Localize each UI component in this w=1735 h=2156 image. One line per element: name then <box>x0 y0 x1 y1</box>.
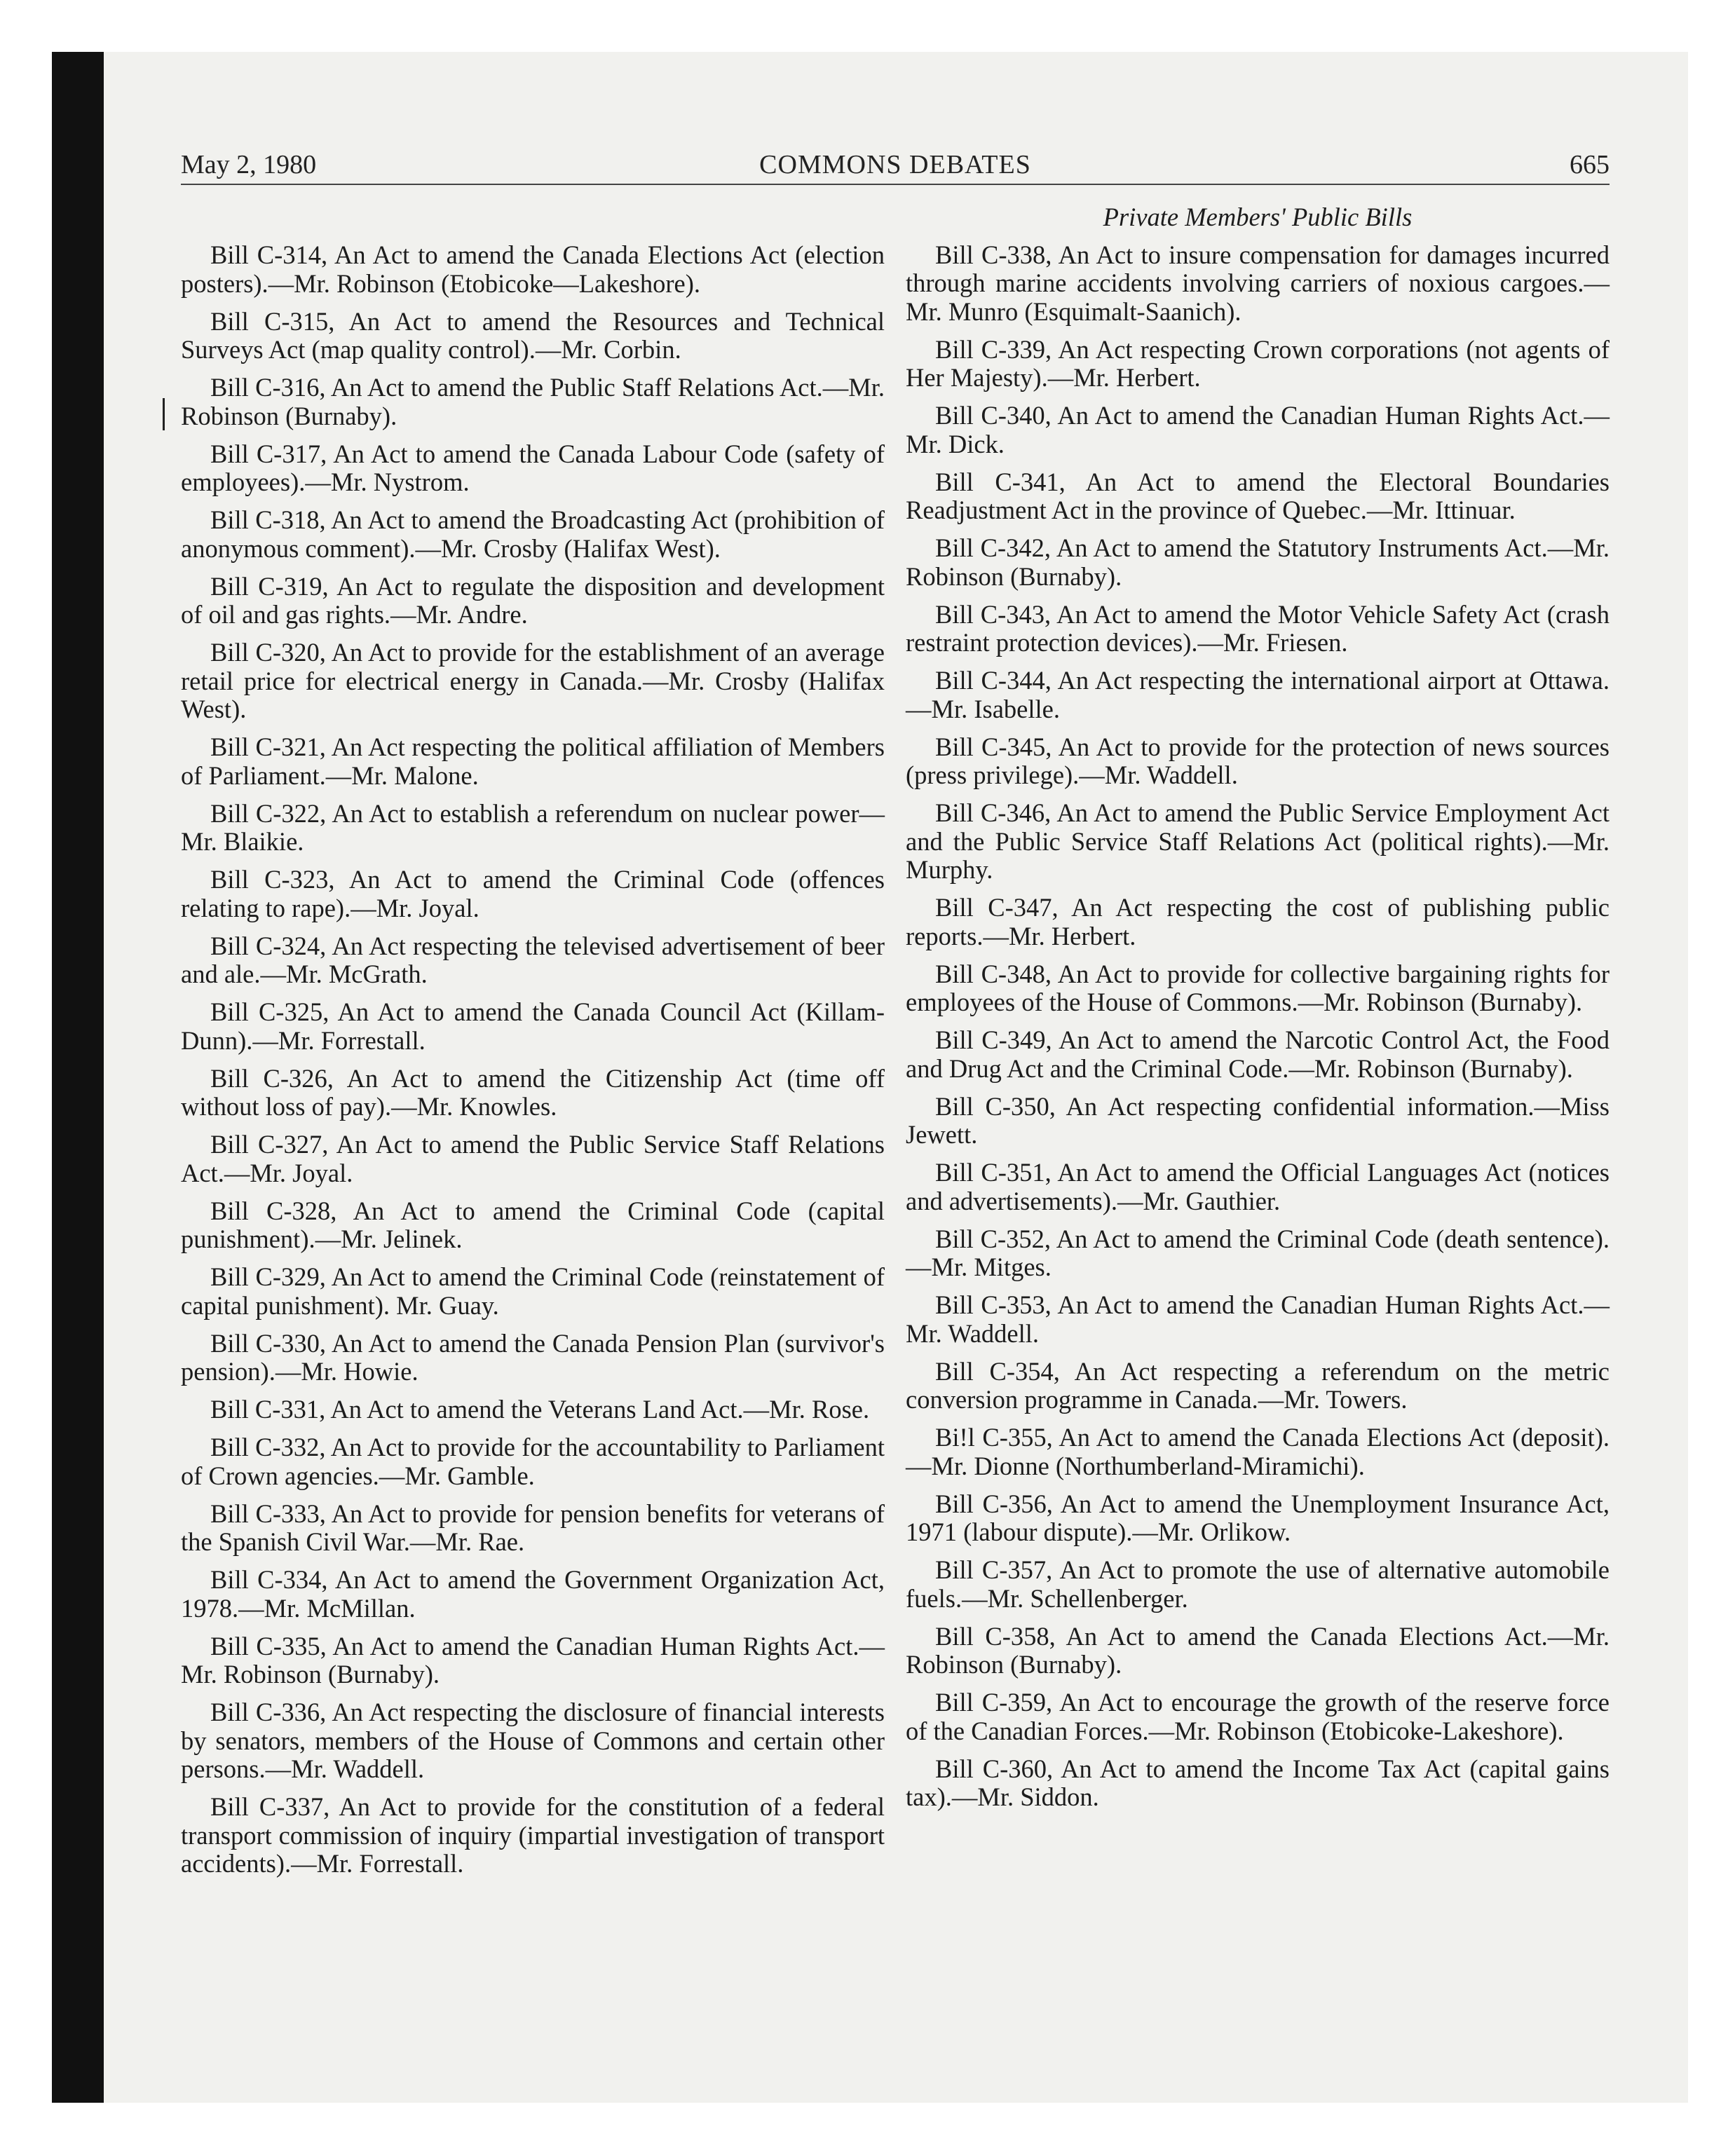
bill-entry: Bill C-334, An Act to amend the Government Organization Act, 1978.—Mr. McMillan. <box>181 1565 885 1623</box>
scan-border <box>52 52 104 2103</box>
bill-entry: Bill C-338, An Act to insure compensation for damages incurred through marine accidents involving carriers of noxious cargoes.—Mr. Munro (Esquimalt-Saanich). <box>906 240 1610 326</box>
bill-entry: Bill C-350, An Act respecting confidential information.—Miss Jewett. <box>906 1091 1610 1149</box>
bill-entry: Bill C-346, An Act to amend the Public Service Employment Act and the Public Service Staff Relations Act (political rights).—Mr. Murphy. <box>906 798 1610 884</box>
header-date: May 2, 1980 <box>181 150 317 179</box>
bill-entry: Bill C-321, An Act respecting the political affiliation of Members of Parliament.—Mr. Malone. <box>181 732 885 790</box>
bill-entry: Bill C-316, An Act to amend the Public Staff Relations Act.—Mr. Robinson (Burnaby). <box>181 373 885 430</box>
bill-entry: Bill C-319, An Act to regulate the disposition and development of oil and gas rights.—Mr. Andre. <box>181 571 885 629</box>
bill-entry: Bill C-330, An Act to amend the Canada Pension Plan (survivor's pension).—Mr. Howie. <box>181 1328 885 1386</box>
bill-entry: Bill C-323, An Act to amend the Criminal Code (offences relating to rape).—Mr. Joyal. <box>181 865 885 922</box>
bill-entry: Bill C-358, An Act to amend the Canada Elections Act.—Mr. Robinson (Burnaby). <box>906 1621 1610 1679</box>
bill-entry: Bill C-329, An Act to amend the Criminal Code (reinstatement of capital punishment). Mr. Guay. <box>181 1262 885 1320</box>
bill-entry: Bill C-324, An Act respecting the televised advertisement of beer and ale.—Mr. McGrath. <box>181 931 885 988</box>
bill-entry: Bill C-317, An Act to amend the Canada Labour Code (safety of employees).—Mr. Nystrom. <box>181 439 885 496</box>
margin-change-bar <box>163 398 165 430</box>
bill-entry: Bill C-356, An Act to amend the Unemployment Insurance Act, 1971 (labour dispute).—Mr. Orlikow. <box>906 1489 1610 1546</box>
bill-entry: Bill C-344, An Act respecting the international airport at Ottawa.—Mr. Isabelle. <box>906 666 1610 723</box>
page-header <box>181 146 1610 184</box>
bill-entry: Bill C-341, An Act to amend the Electoral Boundaries Readjustment Act in the province of Quebec.—Mr. Ittinuar. <box>906 467 1610 524</box>
bill-entry: Bill C-340, An Act to amend the Canadian Human Rights Act.—Mr. Dick. <box>906 401 1610 458</box>
bill-entry: Bill C-345, An Act to provide for the protection of news sources (press privilege).—Mr. Waddell. <box>906 732 1610 789</box>
bill-entry: Bill C-322, An Act to establish a referendum on nuclear power—Mr. Blaikie. <box>181 798 885 856</box>
bill-entry: Bill C-325, An Act to amend the Canada Council Act (Killam-Dunn).—Mr. Forrestall. <box>181 997 885 1055</box>
bill-entry: Bill C-337, An Act to provide for the constitution of a federal transport commission of inquiry (impartial investigation of transport accidents).—Mr. Forrestall. <box>181 1792 885 1878</box>
header-rule <box>181 184 1610 185</box>
page-number: 665 <box>1570 150 1610 179</box>
bill-entry: Bill C-333, An Act to provide for pension benefits for veterans of the Spanish Civil War.—Mr. Rae. <box>181 1499 885 1556</box>
bill-entry: Bi!l C-355, An Act to amend the Canada Elections Act (deposit).—Mr. Dionne (Northumberland-Miramichi). <box>906 1423 1610 1480</box>
bill-entry: Bill C-349, An Act to amend the Narcotic Control Act, the Food and Drug Act and the Criminal Code.—Mr. Robinson (Burnaby). <box>906 1025 1610 1083</box>
bill-entry: Bill C-357, An Act to promote the use of alternative automobile fuels.—Mr. Schellenberger. <box>906 1555 1610 1613</box>
bill-entry: Bill C-359, An Act to encourage the growth of the reserve force of the Canadian Forces.—Mr. Robinson (Etobicoke-Lakeshore). <box>906 1688 1610 1745</box>
header-title: COMMONS DEBATES <box>759 150 1031 179</box>
bill-entry: Bill C-339, An Act respecting Crown corporations (not agents of Her Majesty).—Mr. Herbert. <box>906 334 1610 392</box>
right-column <box>906 203 1610 1821</box>
bill-entry: Bill C-332, An Act to provide for the accountability to Parliament of Crown agencies.—Mr. Gamble. <box>181 1433 885 1490</box>
bill-entry: Bill C-352, An Act to amend the Criminal Code (death sentence).—Mr. Mitges. <box>906 1224 1610 1281</box>
bill-entry: Bill C-331, An Act to amend the Veterans Land Act.—Mr. Rose. <box>210 1395 870 1424</box>
section-heading: Private Members' Public Bills <box>1103 203 1413 231</box>
bill-entry: Bill C-327, An Act to amend the Public Service Staff Relations Act.—Mr. Joyal. <box>181 1130 885 1187</box>
bill-entry: Bill C-326, An Act to amend the Citizenship Act (time off without loss of pay).—Mr. Knowles. <box>181 1063 885 1121</box>
bill-entry: Bill C-343, An Act to amend the Motor Vehicle Safety Act (crash restraint protection devices).—Mr. Friesen. <box>906 599 1610 657</box>
bill-entry: Bill C-314, An Act to amend the Canada Elections Act (election posters).—Mr. Robinson (Etobicoke—Lakeshore). <box>181 240 885 298</box>
left-column <box>181 241 885 1888</box>
bill-entry: Bill C-335, An Act to amend the Canadian Human Rights Act.—Mr. Robinson (Burnaby). <box>181 1631 885 1688</box>
bill-entry: Bill C-353, An Act to amend the Canadian Human Rights Act.—Mr. Waddell. <box>906 1290 1610 1348</box>
bill-entry: Bill C-328, An Act to amend the Criminal Code (capital punishment).—Mr. Jelinek. <box>181 1196 885 1253</box>
bill-entry: Bill C-315, An Act to amend the Resources and Technical Surveys Act (map quality control).—Mr. Corbin. <box>181 306 885 364</box>
bill-entry: Bill C-336, An Act respecting the disclosure of financial interests by senators, members of the House of Commons and certain other persons.—Mr. Waddell. <box>181 1698 885 1783</box>
bill-entry: Bill C-347, An Act respecting the cost of publishing public reports.—Mr. Herbert. <box>906 893 1610 950</box>
bill-entry: Bill C-351, An Act to amend the Official Languages Act (notices and advertisements).—Mr. Gauthier. <box>906 1158 1610 1215</box>
bill-entry: Bill C-318, An Act to amend the Broadcasting Act (prohibition of anonymous comment).—Mr. Crosby (Halifax West). <box>181 505 885 563</box>
bill-entry: Bill C-354, An Act respecting a referendum on the metric conversion programme in Canada.—Mr. Towers. <box>906 1356 1610 1414</box>
bill-entry: Bill C-360, An Act to amend the Income Tax Act (capital gains tax).—Mr. Siddon. <box>906 1754 1610 1811</box>
bill-entry: Bill C-342, An Act to amend the Statutory Instruments Act.—Mr. Robinson (Burnaby). <box>906 533 1610 591</box>
bill-entry: Bill C-348, An Act to provide for collective bargaining rights for employees of the House of Commons.—Mr. Robinson (Burnaby). <box>906 959 1610 1016</box>
bill-entry: Bill C-320, An Act to provide for the establishment of an average retail price for electrical energy in Canada.—Mr. Crosby (Halifax West). <box>181 638 885 723</box>
